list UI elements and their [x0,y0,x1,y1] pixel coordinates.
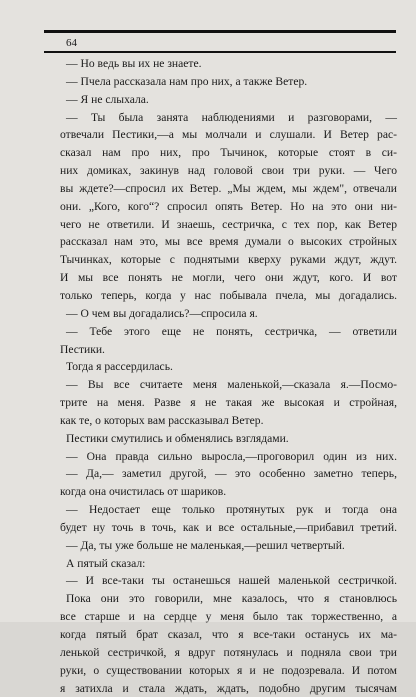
text-line: чего не ответили. И знаешь, сестричка, с тех пор, как Ветер [60,217,397,231]
text-line: отвечали Пестики,—а мы молчали и слушали. И Ветер рас- [60,128,397,142]
text-line: трите на меня. Разве я не такая же высокая и стройная, [60,396,397,410]
text-line: вы ждете?—спросил их Ветер. „Мы ждем, мы ждем", отвечали [60,181,397,195]
text-line: ленькой сестричкой, я вдруг потянулась и подняла свои три [60,645,397,659]
header-rule [44,51,396,53]
text-line: — Да, ты уже больше не маленькая,—решил четвертый. [66,538,345,552]
text-line: — Тебе этого еще не понять, сестричка, — ответили [66,324,397,338]
text-line: когда она очистилась от шариков. [60,485,227,499]
text-line: Пестики смутились и обменялись взглядами. [66,431,289,445]
top-rule [44,30,396,33]
body-text [60,55,397,697]
text-line: — Я не слыхала. [66,92,149,106]
text-line: только теперь, когда у нас побывала пчела, мы догадались. [60,288,397,302]
text-line: — О чем вы догадались?—спросила я. [66,306,258,320]
text-line: они. „Кого, кого“? спросил опять Ветер. Но на это они ни- [60,199,397,213]
text-line: А пятый сказал: [66,556,146,570]
text-line: сказал нам про них, про Тычинок, которые стоят в си- [60,146,397,160]
page-number: 64 [66,37,77,49]
text-line: И мы все понять не могли, чего они ждут, кого. И вот [60,271,397,285]
text-line: — Недостает еще только протянутых рук и тогда она [66,503,397,517]
text-line: я затихла и стала ждать, ждать, подобно другим тысячам [60,681,397,695]
text-line: все старше и на сердце у меня было так торжественно, а [60,610,397,624]
text-line: — Вы все считаете меня маленькой,—сказала я.—Посмо- [66,378,397,392]
text-line: — И все-таки ты останешься нашей маленькой сестричкой. [66,574,397,588]
text-line: Пестики. [60,342,105,356]
text-line: будет ну точь в точь, как и все остальные,—прибавил третий. [60,520,397,534]
text-line: — Но ведь вы их не знаете. [66,57,202,70]
text-line: руки, о существовании которых я и не подозревала. И потом [60,663,397,677]
text-line: Тычинках, которые с поднятыми кверху руками ждут, ждут. [60,253,397,267]
text-line: — Она правда сильно выросла,—проговорил один из них. [66,449,397,463]
text-line: Пока они это говорили, мне казалось, что я становлюсь [66,592,397,606]
text-line: рассказал нам это, мы все время думали о высоких стройных [60,235,397,249]
text-line: — Пчела рассказала нам про них, а также Ветер. [66,74,308,88]
text-line: — Да,— заметил другой, — это особенно заметно теперь, [66,467,397,481]
text-line: как те, о которых вам рассказывал Ветер. [60,413,264,427]
text-line: них домиках, закинув над головой свои три руки. — Чего [60,164,397,178]
text-line: когда пятый брат сказал, что я все-таки останусь их ма- [60,628,397,641]
text-line: — Ты была занята наблюдениями и разговорами, — [66,110,397,124]
text-line: Тогда я рассердилась. [66,360,173,374]
